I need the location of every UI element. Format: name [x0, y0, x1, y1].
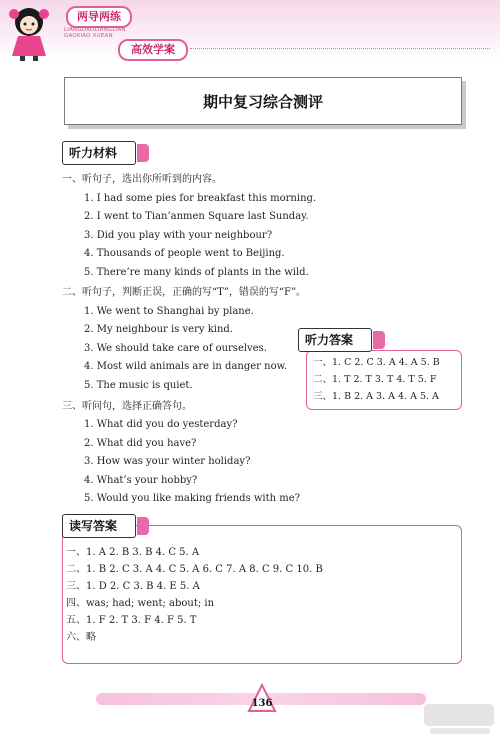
section3-item-4: 4. What’s your hobby?: [84, 475, 198, 486]
listening-answer-line-1: 一、1. C 2. C 3. A 4. A 5. B: [313, 357, 440, 368]
section1-item-1: 1. I had some pies for breakfast this morning.: [84, 193, 317, 204]
section1-item-2: 2. I went to Tian’anmen Square last Sunday.: [84, 211, 309, 222]
section1-item-3: 3. Did you play with your neighbour?: [84, 230, 273, 241]
section2-heading: 二、听句子，判断正误，正确的写“T”，错误的写“F”。: [62, 287, 307, 298]
rw-answer-line-1: 一、1. A 2. B 3. B 4. C 5. A: [66, 547, 200, 558]
rw-answer-line-6: 六、略: [66, 632, 96, 643]
section2-item-2: 2. My neighbour is very kind.: [84, 324, 233, 335]
section3-item-1: 1. What did you do yesterday?: [84, 419, 238, 430]
section3-item-5: 5. Would you like making friends with me?: [84, 493, 301, 504]
listening-answers-label: [298, 328, 372, 352]
section2-item-1: 1. We went to Shanghai by plane.: [84, 306, 254, 317]
series-badge: 两导两练: [66, 6, 132, 28]
rw-answer-line-5: 五、1. F 2. T 3. F 4. F 5. T: [66, 615, 197, 626]
listening-answers-label-text: 听力答案: [305, 333, 354, 347]
section2-item-5: 5. The music is quiet.: [84, 380, 193, 391]
rw-answers-label-text: 读写答案: [69, 519, 118, 533]
section3-item-2: 2. What did you have?: [84, 438, 197, 449]
listening-material-label: [62, 141, 136, 165]
header-dotted-line: [190, 48, 490, 49]
rw-answer-line-4: 四、was; had; went; about; in: [66, 598, 215, 609]
rw-answer-line-2: 二、1. B 2. C 3. A 4. C 5. A 6. C 7. A 8. C 9. C 10. B: [66, 564, 323, 575]
page-title: 期中复习综合测评: [202, 93, 323, 111]
series-pinyin: [64, 27, 126, 39]
subtitle-badge: 高效学案: [118, 39, 188, 61]
section1-item-4: 4. Thousands of people went to Beijing.: [84, 248, 285, 259]
title-box: [64, 77, 462, 125]
label-tab-decor: [137, 517, 149, 535]
listening-answer-line-3: 三、1. B 2. A 3. A 4. A 5. A: [313, 391, 439, 402]
rw-answer-line-3: 三、1. D 2. C 3. B 4. E 5. A: [66, 581, 200, 592]
page-number: 136: [251, 698, 273, 709]
rw-answers-label: [62, 514, 136, 538]
watermark-logo-icon: [420, 700, 500, 738]
section3-item-3: 3. How was your winter holiday?: [84, 456, 251, 467]
section2-item-3: 3. We should take care of ourselves.: [84, 343, 267, 354]
pinyin-line-2: GAOXIAO XUEAN: [64, 33, 113, 39]
listening-answer-line-2: 二、1. T 2. T 3. T 4. T 5. F: [313, 374, 437, 385]
listening-material-label-text: 听力材料: [69, 146, 118, 160]
section1-item-5: 5. There’re many kinds of plants in the wild.: [84, 267, 309, 278]
section3-heading: 三、听问句，选择正确答句。: [62, 401, 192, 412]
section1-heading: 一、听句子，选出你所听到的内容。: [62, 174, 222, 185]
pinyin-line-1: LIANGDAOLIANGLIAN: [64, 27, 126, 33]
label-tab-decor: [373, 331, 385, 349]
girl-mascot-icon: [2, 4, 56, 62]
label-tab-decor: [137, 144, 149, 162]
section2-item-4: 4. Most wild animals are in danger now.: [84, 361, 288, 372]
